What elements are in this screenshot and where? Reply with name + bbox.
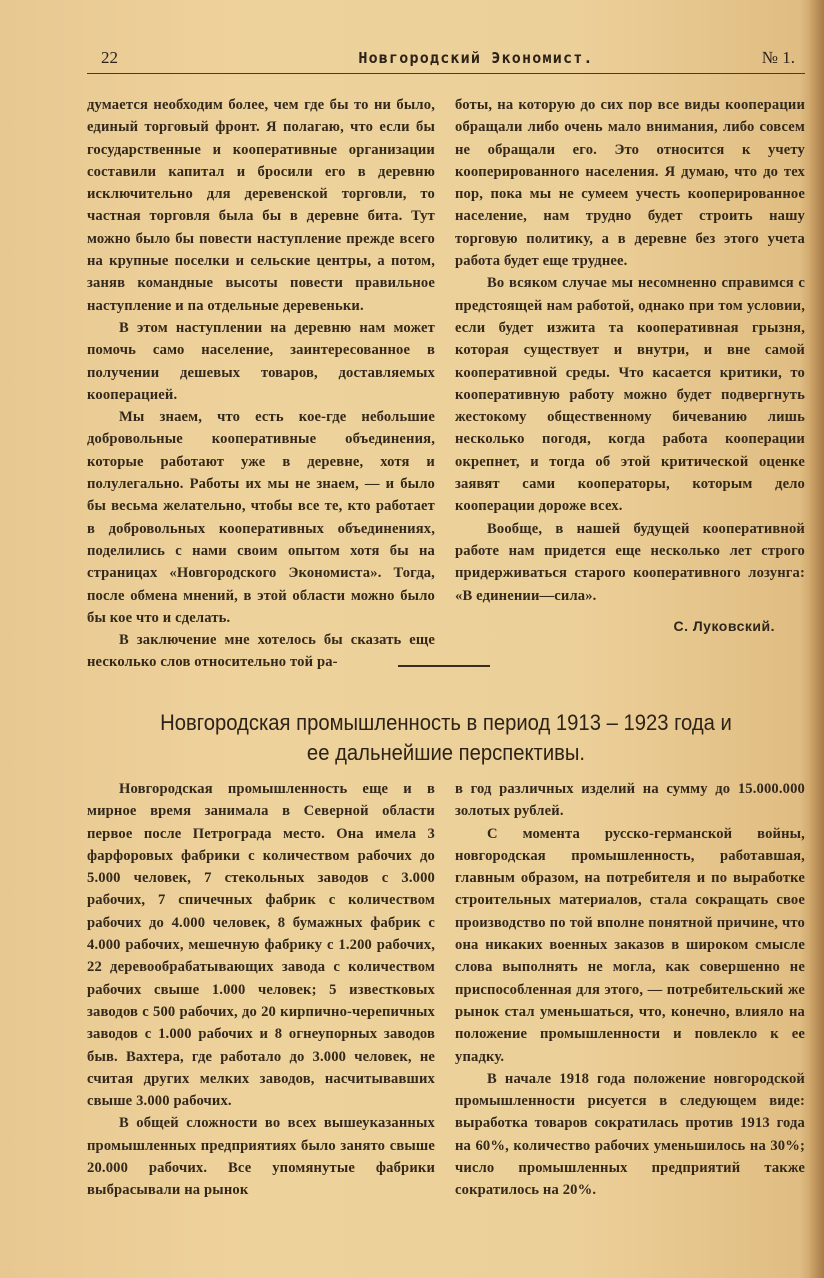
paragraph: думается необходим более, чем где бы то ни было, единый торговый фронт. Я полагаю, что если бы государственные и кооперативные организации составили капитал и бросили его в деревню исключительно для деревенской торговли, то частная торговля была бы в деревне бита. Тут можно было бы повести наступление прежде всего на крупные поселки и сельские центры, а потом, заняв командные высоты повести правильное наступление и па отдельные деревеньки.	[87, 97, 435, 314]
paragraph: боты, на которую до сих пор все виды кооперации обращали либо очень мало внимания, либо совсем не обращали его. Это относится к учету кооперированного населения. Я думаю, что до тех пор, пока мы не сумеем учесть кооперированное население, нам трудно будет строить нашу торговую политику, а в деревне без этого учета работа будет еще труднее.	[455, 97, 805, 270]
page-number: 22	[101, 48, 118, 67]
article1-column-left	[87, 94, 435, 674]
paragraph: Мы знаем, что есть кое-где небольшие добровольные кооперативные объединения, которые работают уже в деревне, хотя и полулегально. Работы их мы не знаем, — и было бы весьма желательно, чтобы все те, кто работает в добровольных кооперативных объединениях, поделились с нами своим опытом хотя бы на страницах «Новгородского Экономиста». Тогда, после обмена мнений, в этой области можно было бы кое что и сделать.	[87, 409, 435, 626]
paragraph: В этом наступлении на деревню нам может помочь само население, заинтересованное в получении дешевых товаров, доставляемых кооперацией.	[87, 319, 435, 403]
article-title	[116, 708, 777, 768]
author-signature: С. Луковский.	[673, 618, 775, 634]
article-title-line: Новгородская промышленность в период 1913 – 1923 года и	[160, 710, 732, 735]
running-header	[87, 44, 805, 70]
article1-column-right	[455, 94, 805, 607]
paragraph: В заключение мне хотелось бы сказать еще несколько слов относительно той ра-	[87, 632, 435, 671]
paragraph: С момента русско-германской войны, новгородская промышленность, работавшая, главным образом, на потребителя и по выработке строительных материалов, стала сокращать свое производство по той вполне понятной причине, что она никаких военных заказов в широком смысле слова выполнять не могла, как совершенно не приспособленная для этого, — потребительский же рынок стал уменьшаться, что, конечно, влияло на положение промышленности и повлекло к ее упадку.	[455, 825, 805, 1065]
article2-column-left	[87, 778, 435, 1202]
page-edge	[810, 0, 824, 1278]
paragraph: Вообще, в нашей будущей кооперативной работе нам придется еще несколько лет строго придерживаться старого кооперативного лозунга: «В единении—сила».	[455, 520, 805, 604]
section-divider	[398, 665, 490, 667]
paragraph: В общей сложности во всех вышеуказанных промышленных предприятиях было занято свыше 20.000 рабочих. Все упомянутые фабрики выбрасывали на рынок	[87, 1115, 435, 1199]
paragraph: В начале 1918 года положение новгородской промышленности рисуется в следующем виде: выработка товаров сократилась против 1913 года на 60%, количество рабочих уменьшилось на 30%; число промышленных предприятий также сократилось на 20%.	[455, 1070, 805, 1199]
journal-title: Новгородский Экономист.	[358, 49, 594, 67]
article2-column-right	[455, 778, 805, 1202]
paragraph: Новгородская промышленность еще и в мирное время занимала в Северной области первое после Петрограда место. Она имела 3 фарфоровых фабрики с количеством рабочих до 5.000 человек, 7 стекольных заводов с 3.000 рабочих, 7 спичечных фабрик с количеством рабочих до 4.000 человек, 8 бумажных фабрик с 4.000 рабочих, мешечную фабрику с 1.200 рабочих, 22 деревообрабатывающих завода с количеством рабочих свыше 1.000 человек; 5 известковых заводов с 500 рабочих, до 20 кирпично-черепичных заводов с 1.000 рабочих и 8 огнеупорных заводов быв. Вахтера, где работало до 3.000 человек, не считая других мелких заводов, насчитывавших свыше 3.000 рабочих.	[87, 781, 435, 1110]
paragraph: Во всяком случае мы несомненно справимся с предстоящей нам работой, однако при том условии, если будет изжита та кооперативная грызня, которая существует и внутри, и вне самой кооперативной среды. Что касается критики, то кооперативную работу можно будет подвергнуть жестокому общественному бичеванию лишь несколько погодя, когда работа кооперации окрепнет, и тогда об этой критической оценке заявят сами кооператоры, которым дело кооперации дороже всех.	[455, 275, 805, 515]
paragraph: в год различных изделий на сумму до 15.000.000 золотых рублей.	[455, 781, 805, 820]
header-rule	[87, 73, 805, 74]
article-title-line: ее дальнейшие перспективы.	[306, 740, 586, 765]
issue-number: № 1.	[761, 48, 795, 67]
